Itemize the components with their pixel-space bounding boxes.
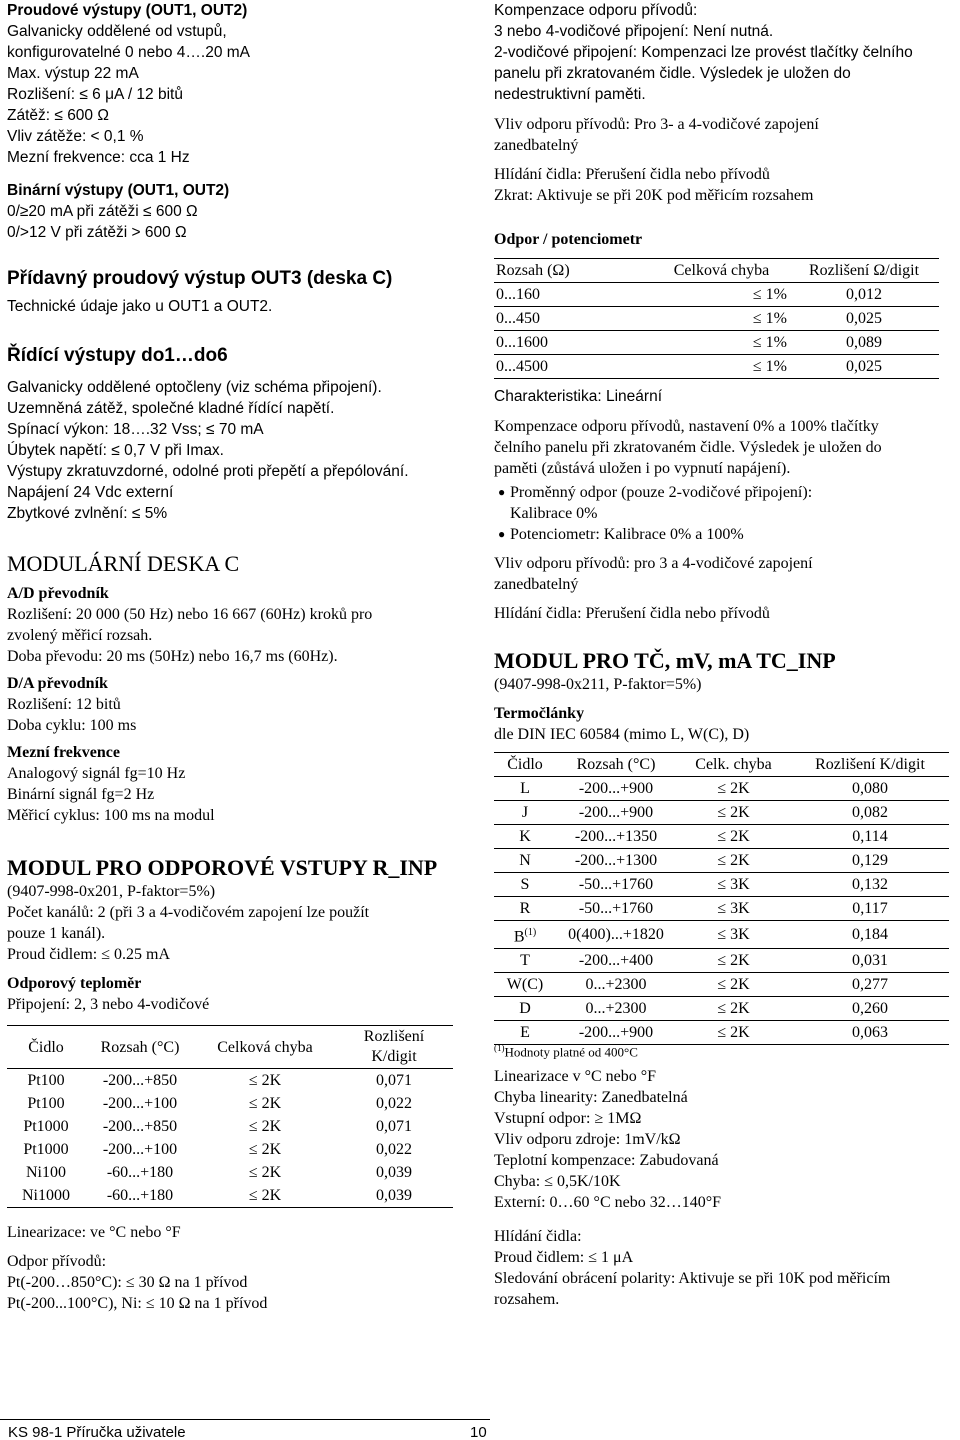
header-cell-line: K/digit: [371, 1048, 417, 1065]
table-cell: 0,071: [335, 1069, 453, 1093]
table-cell: -200...+900: [556, 777, 676, 801]
table-cell: ≤ 2K: [676, 777, 791, 801]
binary-title: Binární výstupy (OUT1, OUT2): [7, 182, 230, 199]
table-cell: J: [494, 801, 556, 825]
modc-section: [7, 551, 372, 826]
binary-section: [7, 180, 229, 243]
bullet-icon: ●: [498, 485, 506, 499]
mf-line: Měřicí cyklus: 100 ms na modul: [7, 807, 215, 824]
do-title: Řídící výstupy do1…do6: [7, 345, 228, 366]
do-line: Napájení 24 Vdc externí: [7, 484, 174, 501]
tc-spec-line: Teplotní kompenzace: Zabudovaná: [494, 1152, 719, 1169]
rinp-notes: [7, 1222, 267, 1314]
table-cell: D: [494, 997, 556, 1021]
ad-line: zvolený měřicí rozsah.: [7, 627, 153, 644]
out3-line: Technické údaje jako u OUT1 a OUT2.: [7, 298, 273, 315]
table-cell: 0,071: [376, 1118, 412, 1135]
table-row: [494, 825, 949, 849]
header-cell: Rozsah (Ω): [494, 259, 654, 283]
table-cell: ≤ 2K: [676, 849, 791, 873]
table-cell: ≤ 2K: [676, 973, 791, 997]
table-cell: ≤ 1%: [654, 355, 789, 379]
table-row: [7, 1069, 453, 1093]
table-cell: 0,129: [791, 849, 949, 873]
potentiometer-table: [494, 258, 939, 379]
table-cell: R: [494, 897, 556, 921]
table-cell: ≤ 2K: [676, 949, 791, 973]
table-cell: -200...+400: [556, 949, 676, 973]
table-row: [7, 1115, 453, 1138]
ad-line: Rozlišení: 20 000 (50 Hz) nebo 16 667 (60Hz) kroků pro: [7, 606, 373, 623]
tc-spec-line: Vstupní odpor: ≥ 1MΩ: [494, 1110, 642, 1127]
pot-lead-line: zanedbatelný: [494, 576, 579, 593]
compensation-line: panelu při zkratovaném čidle. Výsledek je uložen do: [494, 65, 851, 82]
lead-influence-line: zanedbatelný: [494, 137, 579, 154]
table-cell: -50...+1760: [556, 897, 676, 921]
tc-specs: [494, 1066, 721, 1213]
table-cell: 0,012: [789, 283, 939, 307]
table-cell: 0...+2300: [556, 997, 676, 1021]
table-cell: -60...+180: [106, 1164, 174, 1181]
bullet-text: Potenciometr: Kalibrace 0% a 100%: [510, 526, 744, 543]
page-footer: [0, 1419, 490, 1440]
table-cell: -200...+900: [556, 801, 676, 825]
table-cell: 0...+2300: [556, 973, 676, 997]
table-cell: ≤ 3K: [676, 873, 791, 897]
lead-resistance-line: Pt(-200…850°C): ≤ 30 Ω na 1 přívod: [7, 1274, 248, 1291]
tc-monitoring-line: rozsahem.: [494, 1291, 560, 1308]
table-row: [494, 777, 949, 801]
do-line: Zbytkové zvlnění: ≤ 5%: [7, 505, 168, 522]
table-row: [7, 1092, 453, 1115]
do-section: [7, 344, 409, 524]
table-cell: 0...1600: [494, 331, 654, 355]
table-cell: 0,114: [791, 825, 949, 849]
out3-section: [7, 267, 392, 317]
table-cell: ≤ 3K: [676, 897, 791, 921]
sensor-monitoring-section: [494, 164, 813, 206]
linearization-line: Linearizace: ve °C nebo °F: [7, 1224, 181, 1241]
table-cell: T: [494, 949, 556, 973]
do-line: Výstupy zkratuvzdorné, odolné proti přepětí a přepólování.: [7, 463, 409, 480]
table-row: [494, 849, 949, 873]
table-cell: 0,080: [791, 777, 949, 801]
tc-spec-line: Chyba: ≤ 0,5K/10K: [494, 1173, 621, 1190]
pot-lead-line: Vliv odporu přívodů: pro 3 a 4-vodičové zapojení: [494, 555, 813, 572]
mf-line: Binární signál fg=2 Hz: [7, 786, 155, 803]
table-cell: ≤ 1%: [654, 331, 789, 355]
table-cell: 0,260: [791, 997, 949, 1021]
da-title: D/A převodník: [7, 675, 108, 692]
lead-influence-line: Vliv odporu přívodů: Pro 3- a 4-vodičové zapojení: [494, 116, 819, 133]
table-row: [494, 331, 939, 355]
table-cell: 0...4500: [494, 355, 654, 379]
table-cell: -200...+850: [102, 1118, 178, 1135]
bullet-text: Kalibrace 0%: [510, 505, 598, 522]
table-cell: -200...+1350: [556, 825, 676, 849]
table-cell: 0,022: [376, 1141, 412, 1158]
pot-compensation-line: Kompenzace odporu přívodů, nastavení 0% a 100% tlačítky: [494, 418, 879, 435]
mf-title: Mezní frekvence: [7, 744, 120, 761]
pot-compensation-line: paměti (zůstává uložen i po vypnutí napájení).: [494, 460, 791, 477]
header-cell: [335, 1026, 453, 1069]
tc-subtitle: (9407-998-0x211, P-faktor=5%): [494, 676, 702, 693]
table-cell: -200...+1300: [556, 849, 676, 873]
table-cell: Ni100: [26, 1164, 66, 1181]
table-row: [494, 949, 949, 973]
table-row: [494, 873, 949, 897]
table-cell: ≤ 2K: [676, 801, 791, 825]
header-cell: Rozsah (°C): [556, 753, 676, 777]
compensation-section: [494, 0, 913, 105]
table-cell: S: [494, 873, 556, 897]
tc-monitoring-line: Hlídání čidla:: [494, 1228, 582, 1245]
table-cell: 0...450: [494, 307, 654, 331]
table-cell: 0(400)...+1820: [556, 921, 676, 949]
footer-label: KS 98-1 Příručka uživatele: [8, 1424, 186, 1440]
lead-resistance-line: Pt(-200...100°C), Ni: ≤ 10 Ω na 1 přívod: [7, 1295, 268, 1312]
table-cell: 0,082: [791, 801, 949, 825]
header-cell: Rozlišení K/digit: [791, 753, 949, 777]
table-cell: 0,132: [791, 873, 949, 897]
table-cell: ≤ 2K: [248, 1118, 282, 1135]
out3-title: Přídavný proudový výstup OUT3 (deska C): [7, 268, 393, 289]
table-cell: [494, 921, 556, 949]
table-cell: E: [494, 1021, 556, 1045]
table-row: [7, 1138, 453, 1161]
thermocouple-title: Termočlánky: [494, 705, 585, 722]
compensation-line: 2-vodičové připojení: Kompenzaci lze provést tlačítky čelního: [494, 44, 913, 61]
tc-title: MODUL PRO TČ, mV, mA TC_INP: [494, 648, 836, 673]
potentiometer-notes: [494, 386, 882, 479]
out12-line: Galvanicky oddělené od vstupů,: [7, 23, 227, 40]
modc-title: MODULÁRNÍ DESKA C: [7, 551, 240, 576]
table-cell: ≤ 2K: [248, 1095, 282, 1112]
table-cell: N: [494, 849, 556, 873]
do-line: Uzemněná zátěž, společné kladné řídící napětí.: [7, 400, 335, 417]
header-cell: Celková chyba: [654, 259, 789, 283]
table-cell: 0,277: [791, 973, 949, 997]
bullet-text: Proměnný odpor (pouze 2-vodičové připojení):: [510, 484, 813, 501]
pot-compensation-line: čelního panelu při zkratovaném čidle. Výsledek je uložen do: [494, 439, 882, 456]
bullet-item: [494, 482, 812, 524]
header-cell: Čidlo: [494, 753, 556, 777]
table-cell: 0,039: [335, 1184, 453, 1208]
table-row: [494, 997, 949, 1021]
table-cell: ≤ 2K: [676, 825, 791, 849]
table-cell: 0,089: [789, 331, 939, 355]
tc-section: [494, 648, 836, 745]
da-line: Doba cyklu: 100 ms: [7, 717, 137, 734]
tc-spec-line: Chyba linearity: Zanedbatelná: [494, 1089, 688, 1106]
rt-line: Připojení: 2, 3 nebo 4-vodičové: [7, 996, 210, 1013]
header-cell-line: Rozlišení: [363, 1028, 425, 1045]
out12-line: Zátěž: ≤ 600 Ω: [7, 107, 109, 124]
tc-spec-line: Vliv odporu zdroje: 1mV/kΩ: [494, 1131, 681, 1148]
table-cell-text: B: [513, 928, 525, 946]
binary-line: 0/>12 V při zátěži > 600 Ω: [7, 224, 187, 241]
table-cell: -200...+850: [85, 1069, 195, 1093]
table-header-row: [494, 753, 949, 777]
table-cell: ≤ 2K: [676, 1021, 791, 1045]
table-cell: Pt1000: [23, 1118, 69, 1135]
pot-footer-section: [494, 553, 813, 624]
out12-line: Max. výstup 22 mA: [7, 65, 139, 82]
table-cell: ≤ 2K: [676, 997, 791, 1021]
table-row: [494, 897, 949, 921]
table-row: [7, 1184, 453, 1208]
table-cell: -60...+180: [85, 1184, 195, 1208]
rinp-section: [7, 855, 437, 1015]
table-cell: -200...+100: [102, 1141, 178, 1158]
mf-line: Analogový signál fg=10 Hz: [7, 765, 186, 782]
table-cell: -200...+900: [556, 1021, 676, 1045]
compensation-line: Kompenzace odporu přívodů:: [494, 2, 698, 19]
out12-line: Vliv zátěže: < 0,1 %: [7, 128, 144, 145]
da-line: Rozlišení: 12 bitů: [7, 696, 121, 713]
out12-line: konfigurovatelné 0 nebo 4….20 mA: [7, 44, 250, 61]
table-cell: Pt100: [7, 1069, 85, 1093]
tc-footnote: [494, 1040, 638, 1060]
table-cell: 0,025: [789, 355, 939, 379]
pot-monitoring-line: Hlídání čidla: Přerušení čidla nebo přívodů: [494, 605, 770, 622]
tc-spec-line: Externí: 0…60 °C nebo 32…140°F: [494, 1194, 722, 1211]
table-cell: Ni1000: [7, 1184, 85, 1208]
out12-title: Proudové výstupy (OUT1, OUT2): [7, 2, 248, 19]
bullet-item: [494, 524, 744, 545]
table-cell: 0,025: [789, 307, 939, 331]
rinp-line: Počet kanálů: 2 (při 3 a 4-vodičovém zapojení lze použít: [7, 904, 370, 921]
tc-monitoring-line: Sledování obrácení polarity: Aktivuje se při 10K pod měřicím: [494, 1270, 891, 1287]
tc-spec-line: Linearizace v °C nebo °F: [494, 1068, 657, 1085]
table-cell: Pt100: [27, 1095, 65, 1112]
table-cell: 0,022: [376, 1095, 412, 1112]
sensor-monitoring-line: Hlídání čidla: Přerušení čidla nebo přívodů: [494, 166, 770, 183]
do-line: Úbytek napětí: ≤ 0,7 V při Imax.: [7, 442, 224, 459]
header-cell: Celk. chyba: [676, 753, 791, 777]
tc-monitoring-line: Proud čidlem: ≤ 1 μA: [494, 1249, 634, 1266]
table-cell: W(C): [494, 973, 556, 997]
footnote-text: Hodnoty platné od 400°C: [504, 1044, 638, 1060]
table-cell: L: [494, 777, 556, 801]
characteristic-line: Charakteristika: Lineární: [494, 388, 662, 405]
table-cell: -50...+1760: [556, 873, 676, 897]
table-cell: ≤ 1%: [654, 283, 789, 307]
header-cell: Celková chyba: [195, 1026, 335, 1069]
rinp-line: Proud čidlem: ≤ 0.25 mA: [7, 946, 170, 963]
header-cell: Rozsah (°C): [85, 1026, 195, 1069]
table-row: [494, 921, 949, 949]
compensation-line: nedestruktivní paměti.: [494, 86, 646, 103]
sensor-monitoring-line: Zkrat: Aktivuje se při 20K pod měřicím rozsahem: [494, 187, 814, 204]
table-cell: K: [494, 825, 556, 849]
din-line: dle DIN IEC 60584 (mimo L, W(C), D): [494, 726, 750, 743]
table-row: [494, 801, 949, 825]
rinp-title: MODUL PRO ODPOROVÉ VSTUPY R_INP: [7, 855, 438, 880]
lead-influence-section: [494, 114, 819, 156]
tc-table: [494, 752, 949, 1045]
out12-line: Rozlišení: ≤ 6 μA / 12 bitů: [7, 86, 183, 103]
out12-section: [7, 0, 250, 168]
table-cell: 0,031: [791, 949, 949, 973]
footnote-marker: (1): [494, 1043, 505, 1053]
rinp-line: pouze 1 kanál).: [7, 925, 106, 942]
table-row: [494, 973, 949, 997]
footnote-marker: (1): [524, 927, 537, 938]
table-cell: ≤ 3K: [676, 921, 791, 949]
out12-line: Mezní frekvence: cca 1 Hz: [7, 149, 190, 166]
table-cell: ≤ 2K: [195, 1184, 335, 1208]
potentiometer-title: Odpor / potenciometr: [494, 231, 643, 248]
table-row: [7, 1161, 453, 1184]
bullet-icon: ●: [498, 527, 506, 541]
table-row: [494, 355, 939, 379]
table-header-row: [7, 1026, 453, 1069]
rinp-line: (9407-998-0x201, P-faktor=5%): [7, 883, 216, 900]
rinp-table: [7, 1025, 453, 1208]
table-cell: 0...160: [494, 283, 654, 307]
binary-line: 0/≥20 mA při zátěži ≤ 600 Ω: [7, 203, 198, 220]
compensation-line: 3 nebo 4-vodičové připojení: Není nutná.: [494, 23, 774, 40]
lead-resistance-title: Odpor přívodů:: [7, 1253, 107, 1270]
do-line: Spínací výkon: 18….32 Vss; ≤ 70 mA: [7, 421, 264, 438]
ad-line: Doba převodu: 20 ms (50Hz) nebo 16,7 ms (60Hz).: [7, 648, 338, 665]
ad-title: A/D převodník: [7, 585, 109, 602]
header-cell: Čidlo: [7, 1026, 85, 1069]
table-cell: Pt1000: [23, 1141, 69, 1158]
table-cell: ≤ 2K: [248, 1141, 282, 1158]
table-cell: 0,063: [791, 1021, 949, 1045]
table-cell: -200...+100: [102, 1095, 178, 1112]
table-cell: ≤ 2K: [195, 1069, 335, 1093]
table-row: [494, 307, 939, 331]
tc-monitoring: [494, 1226, 890, 1310]
table-cell: 0,117: [791, 897, 949, 921]
table-header-row: [494, 259, 939, 283]
table-cell: ≤ 2K: [248, 1164, 282, 1181]
page-number: 10: [470, 1424, 487, 1440]
header-cell: Rozlišení Ω/digit: [789, 259, 939, 283]
do-line: Galvanicky oddělené optočleny (viz schéma připojení).: [7, 379, 382, 396]
rt-title: Odporový teploměr: [7, 975, 142, 992]
table-cell: 0,184: [791, 921, 949, 949]
table-cell: 0,039: [376, 1164, 412, 1181]
table-row: [494, 283, 939, 307]
table-cell: ≤ 1%: [654, 307, 789, 331]
